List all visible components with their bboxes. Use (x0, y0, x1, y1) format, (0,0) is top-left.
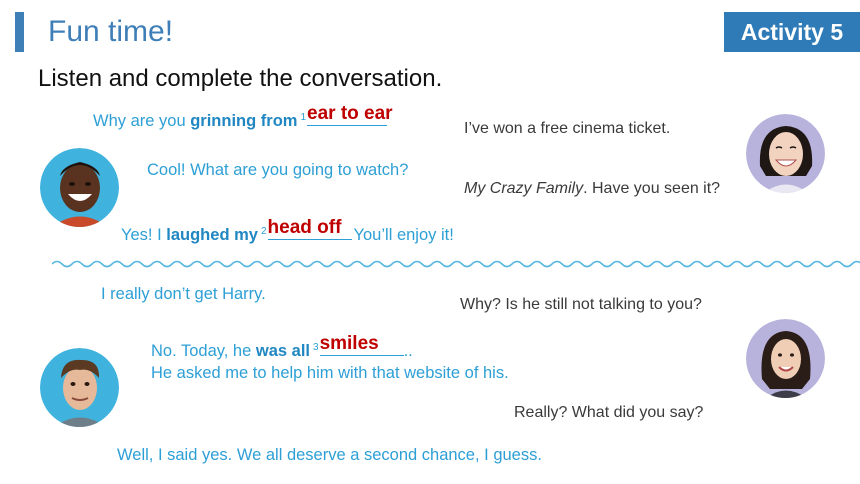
wavy-divider-icon (52, 258, 860, 270)
page-title: Fun time! (48, 15, 174, 48)
conv2-line1: I really don’t get Harry. (101, 285, 266, 303)
conv2-line2: No. Today, he was all $^3$ smiles .. (151, 333, 413, 360)
conv2-line3: He asked me to help him with that website of his. (151, 364, 509, 382)
conv1-line3: Yes! I laughed my $^2$ head off You’ll enjoy it! (121, 217, 454, 244)
blank-3 (319, 333, 404, 356)
activity-badge: Activity 5 (724, 12, 860, 52)
title-accent-bar (15, 12, 24, 52)
conv2-reply1: Why? Is he still not talking to you? (460, 296, 702, 313)
conv2-line4: Well, I said yes. We all deserve a second chance, I guess. (117, 446, 542, 464)
blank-1 (307, 103, 393, 126)
conv1-line2: Cool! What are you going to watch? (147, 161, 409, 179)
girl-avatar-icon (746, 114, 825, 193)
answer-3: smiles (319, 333, 379, 354)
conv1-line1: Why are you grinning from $^1$ ear to ear (93, 103, 393, 130)
conv1-reply1: I’ve won a free cinema ticket. (464, 120, 671, 137)
answer-2: head off (267, 217, 342, 238)
conv1-reply2: My Crazy Family. Have you seen it? (464, 180, 721, 197)
instruction-text: Listen and complete the conversation. (38, 65, 443, 92)
teen-boy-avatar-icon (40, 348, 119, 427)
boy-avatar-icon (40, 148, 119, 227)
teen-girl-avatar-icon (746, 319, 825, 398)
conv2-reply2: Really? What did you say? (514, 404, 704, 421)
answer-1: ear to ear (307, 103, 393, 124)
blank-2 (267, 217, 352, 240)
